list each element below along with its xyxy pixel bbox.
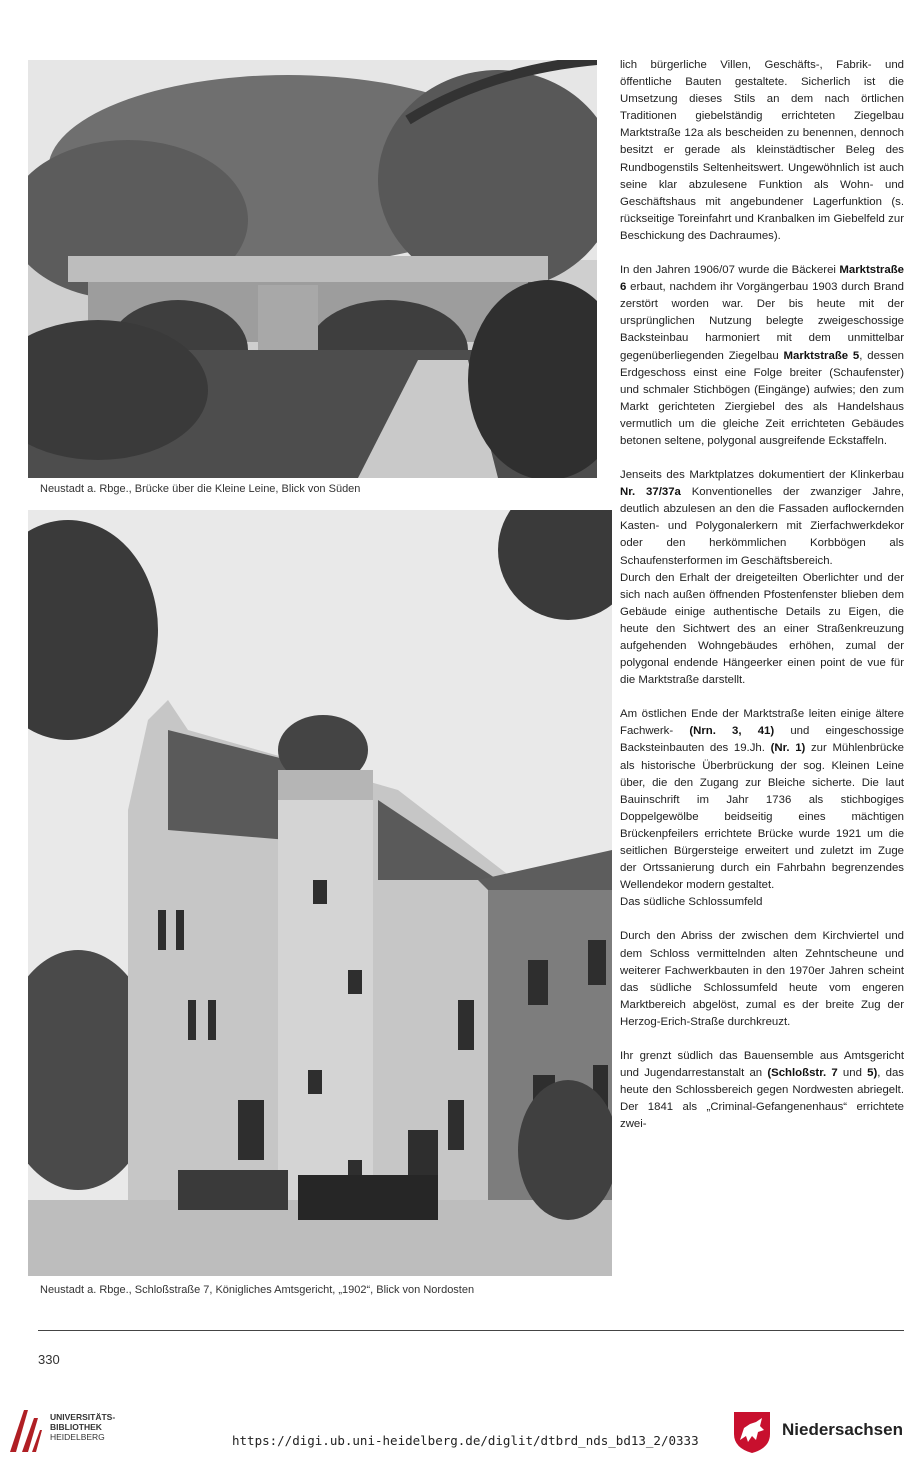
bridge-caption: Neustadt a. Rbge., Brücke über die Kleine Leine, Blick von Süden (40, 483, 361, 495)
university-library-logo-icon (8, 1408, 42, 1454)
paragraph: Durch den Erhalt der dreigeteilten Oberlichter und der sich nach außen öffnenden Pfostenfenster blieben dem Gebäude einige authentische Details zu Eigen, die heute den Sichtwert des an einer Straßenkreuzung aufgehenden Wohngebäudes erhöhen, zumal der polygonal endende Hängeerker einen point de vue für die Marktstraße darstellt. (620, 571, 904, 687)
section-heading: Das südliche Schlossumfeld (620, 896, 763, 909)
paragraph: Am östlichen Ende der Marktstraße leiten einige ältere Fachwerk- (Nrn. 3, 41) und eingeschossige Backsteinbauten des 19.Jh. (Nr. 1) zur Mühlenbrücke als historische Überbrückung der sog. Kleinen Leine über, die den Zugang zur Bleiche sicherte. Die laut Bauinschrift im Jahr 1736 als stichbogiges Doppelgewölbe beidseitig eines mächtigen Brückenpfeilers errichtete Brücke wurde 1921 um die seitlichen Bürgersteige erweitert und zuletzt im Zuge der Ortssanierung durch ein Fahrbahn begrenzendes Wellendekor modern gestaltet. (620, 708, 904, 892)
source-url-link[interactable]: https://digi.ub.uni-heidelberg.de/diglit/dtbrd_nds_bd13_2/0333 (232, 1433, 699, 1448)
bridge-photo (28, 60, 597, 478)
court-building-caption: Neustadt a. Rbge., Schloßstraße 7, Königliches Amtsgericht, „1902“, Blick von Nordosten (40, 1284, 475, 1296)
paragraph: Jenseits des Marktplatzes dokumentiert der Klinkerbau Nr. 37/37a Konventionelles der zwanziger Jahre, deutlich abzulesen an den die Fassaden auflockernden Kasten- und Polygonalerkern mit Zierfachwerkdekor oder den herkömmlichen Korbbögen als Schaufensterformen im Geschäftsbereich. (620, 469, 905, 567)
court-building-photo (28, 510, 612, 1276)
lower-saxony-coat-of-arms-icon (732, 1410, 772, 1454)
state-name: Niedersachsen (782, 1420, 903, 1439)
library-name: UNIVERSITÄTS- BIBLIOTHEK HEIDELBERG (50, 1412, 116, 1442)
paragraph: Ihr grenzt südlich das Bauensemble aus Amtsgericht und Jugendarrestanstalt an (Schloßstr. 7 und 5), das heute den Schlossbereich gegen Nordwesten abriegelt. Der 1841 als „Criminal-Gefangenenhaus“ errichtete zwei- (620, 1049, 904, 1131)
page-number: 330 (38, 1352, 60, 1367)
footer-rule (38, 1330, 904, 1331)
paragraph: Durch den Abriss der zwischen dem Kirchviertel und dem Schloss vermittelnden alten Zehntscheune und weiterer Fachwerkbauten in den 1970er Jahren scheint das südliche Schlossumfeld heute vom engeren Marktbereich abgelöst, zumal es der breite Zug der Herzog-Erich-Straße durchkreuzt. (620, 930, 904, 1028)
paragraph: lich bürgerliche Villen, Geschäfts-, Fabrik- und öffentliche Bauten gestaltete. Sicherlich ist die Umsetzung dieses Stils an dem nach örtlichen Traditionen giebelständig errichteten Ziegelbau Marktstraße 12a als bescheiden zu benennen, dennoch besitzt er gerade als kleinstädtischer Beleg des Rundbogenstils Seltenheitswert. Ungewöhnlich ist auch seine klar abzulesene Funktion als Wohn- und Geschäftshaus mit angebundener Lagerfunktion (s. rückseitige Toreinfahrt und Kranbalken im Giebelfeld zur Beschickung des Dachraumes). (620, 59, 904, 242)
text-column (620, 57, 904, 1133)
digitization-footer (0, 1400, 920, 1466)
paragraph: In den Jahren 1906/07 wurde die Bäckerei Marktstraße 6 erbaut, nachdem ihr Vorgängerbau 1903 durch Brand zerstört worden war. Der bis heute mit der ursprünglichen Nutzung belegte zweigeschossige Backsteinbau harmoniert mit dem unmittelbar gegenüberliegenden Ziegelbau Marktstraße 5, dessen Erdgeschoss einst eine Folge breiter (Schaufenster) und schmaler Stichbögen (Eingänge) aufwies; den zum Markt gerichteten Ziergiebel des als Handelshaus vermutlich um die gleiche Zeit errichteten Gebäudes betonen seltene, polygonal ausgreifende Eckstaffeln. (620, 264, 904, 447)
